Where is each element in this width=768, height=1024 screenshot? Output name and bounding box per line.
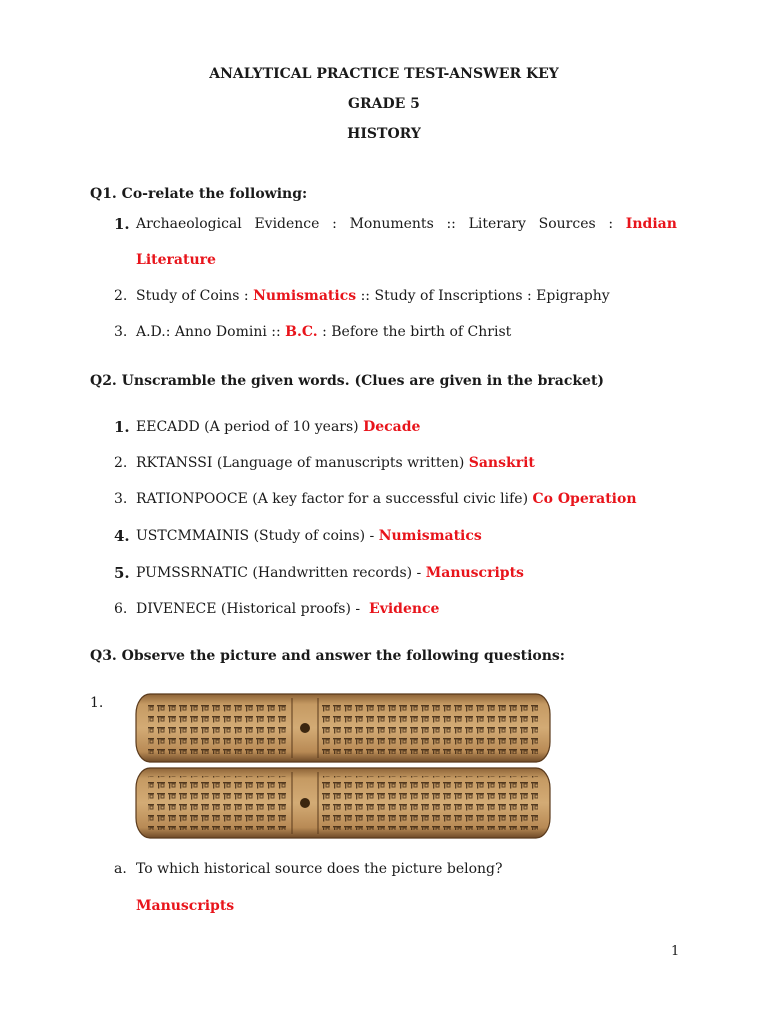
q2-item6-clue: DIVENECE (Historical proofs) - <box>136 601 370 617</box>
q1-item1-word: Sources <box>538 216 596 232</box>
q1-item1-answer-part2: Literature <box>136 252 216 268</box>
q1-item3-prefix: A.D.: Anno Domini :: <box>136 324 286 340</box>
q1-item1-word: Evidence <box>254 216 320 232</box>
q1-item1-word: :: <box>446 216 456 232</box>
q1-item1-word: Archaeological <box>136 216 242 232</box>
q1-item3-answer: B.C. <box>285 324 318 340</box>
palm-leaf-bottom-binding-hole <box>300 798 310 808</box>
q2-item4-number: 4. <box>114 527 130 545</box>
doc-subject: HISTORY <box>347 126 421 142</box>
q2-item1 <box>136 419 420 435</box>
q2-item6 <box>136 601 439 617</box>
doc-title: ANALYTICAL PRACTICE TEST-ANSWER KEY <box>209 66 559 82</box>
q1-item1-line <box>136 216 677 232</box>
palm-leaf-top-binding-hole <box>300 723 310 733</box>
q3-heading: Q3. Observe the picture and answer the following questions: <box>90 648 565 664</box>
palm-leaf-top-text-right <box>322 702 538 754</box>
q1-item3-number: 3. <box>114 324 128 340</box>
page-number: 1 <box>671 944 680 959</box>
q3-sub-a-label: a. <box>114 861 127 877</box>
q1-item2 <box>136 288 610 304</box>
q2-item2-answer: Sanskrit <box>468 455 535 471</box>
q1-item2-suffix: :: Study of Inscriptions : Epigraphy <box>356 288 610 304</box>
q2-item2-clue: RKTANSSI (Language of manuscripts written) <box>136 455 469 471</box>
q2-item2 <box>136 455 535 471</box>
q3-sub-a-answer: Manuscripts <box>136 898 235 914</box>
q2-item4-answer: Numismatics <box>378 528 482 544</box>
q2-item3 <box>136 491 637 507</box>
palm-leaf-top-text-left <box>148 702 288 754</box>
q1-item3-suffix: : Before the birth of Christ <box>317 324 512 340</box>
manuscript-illustration <box>134 692 552 842</box>
q2-item4-clue: USTCMMAINIS (Study of coins) - <box>136 528 379 544</box>
q1-item1-word: Monuments <box>349 216 434 232</box>
q1-item1-number: 1. <box>114 215 130 233</box>
q2-heading: Q2. Unscramble the given words. (Clues are given in the bracket) <box>90 373 605 389</box>
q1-item2-number: 2. <box>114 288 128 304</box>
q2-item1-number: 1. <box>114 418 130 436</box>
manuscript-image <box>134 692 552 842</box>
q1-item2-prefix: Study of Coins : <box>136 288 254 304</box>
q2-item5-clue: PUMSSRNATIC (Handwritten records) - <box>136 565 426 581</box>
q2-item5 <box>136 565 524 581</box>
doc-grade: GRADE 5 <box>348 96 420 112</box>
q2-item1-clue: EECADD (A period of 10 years) <box>136 419 364 435</box>
q2-item2-number: 2. <box>114 455 128 471</box>
q2-item6-answer: Evidence <box>369 601 440 617</box>
q2-item3-answer: Co Operation <box>532 491 637 507</box>
palm-leaf-bottom-text-left <box>148 776 288 830</box>
q2-item5-number: 5. <box>114 564 130 582</box>
q3-sub-a-question: To which historical source does the picture belong? <box>136 861 503 877</box>
q1-item3 <box>136 324 511 340</box>
q2-item1-answer: Decade <box>363 419 421 435</box>
q1-item2-answer: Numismatics <box>253 288 357 304</box>
q2-item6-number: 6. <box>114 601 128 617</box>
q1-item1-word: Literary <box>468 216 526 232</box>
q2-item3-clue: RATIONPOOCE (A key factor for a successful civic life) <box>136 491 533 507</box>
palm-leaf-bottom-text-right <box>322 776 538 830</box>
q1-item1-word: : <box>608 216 614 232</box>
q2-item5-answer: Manuscripts <box>425 565 524 581</box>
q2-item4 <box>136 528 482 544</box>
q2-item3-number: 3. <box>114 491 128 507</box>
q1-heading: Q1. Co-relate the following: <box>90 186 308 202</box>
q3-item1-number: 1. <box>90 695 104 711</box>
q1-item1-word: : <box>332 216 337 232</box>
q1-item1-answer-part1: Indian <box>625 216 677 232</box>
